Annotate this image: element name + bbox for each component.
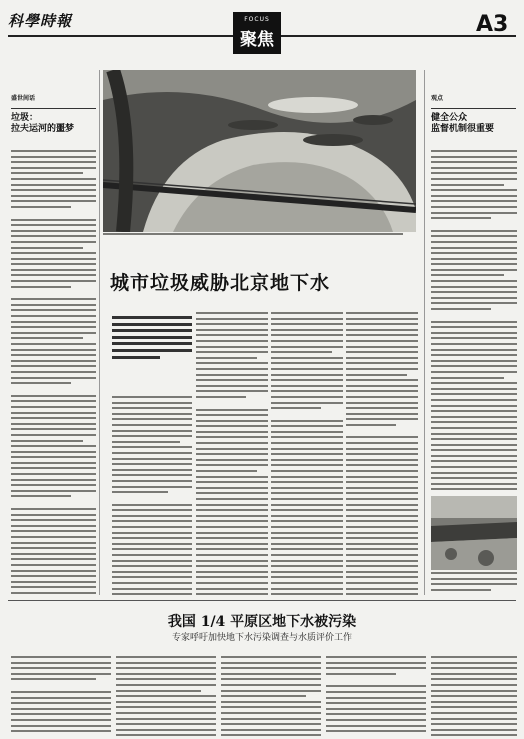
main-photo [103, 70, 416, 232]
lead-box [112, 316, 192, 376]
focus-badge [233, 12, 281, 54]
main-headline: 城市垃圾威胁北京地下水 [110, 272, 331, 294]
bottom-story-rule [8, 600, 516, 601]
right-article-title: 健全公众 监督机制很重要 [431, 113, 495, 134]
river-landscape-photo-icon [103, 70, 416, 232]
main-article-col-0 [112, 396, 192, 595]
right-section-label: 观点 [431, 95, 444, 102]
right-section-rule [431, 108, 516, 109]
bottom-article-col-2 [116, 656, 216, 736]
left-article-body [11, 150, 96, 595]
landfill-photo-icon [431, 496, 517, 570]
bottom-article-col-1 [11, 656, 111, 736]
side-photo-caption [431, 572, 517, 598]
photo-caption [103, 233, 416, 239]
column-divider [424, 70, 425, 595]
left-article-title: 垃圾： 拉夫运河的噩梦 [11, 113, 75, 134]
bottom-article-col-4 [326, 656, 426, 736]
right-article-body [431, 150, 517, 490]
page-number: A3 [476, 12, 509, 37]
main-article-col-2 [271, 312, 343, 595]
bottom-article-col-5 [431, 656, 517, 736]
side-photo [431, 496, 517, 570]
left-section-rule [11, 108, 96, 109]
masthead: 科學時報 [8, 12, 73, 30]
bottom-article-col-3 [221, 656, 321, 736]
bottom-subhead: 专家呼吁加快地下水污染调查与水质评价工作 [171, 633, 352, 643]
focus-label-en: FOCUS [244, 16, 270, 23]
main-article-col-1 [196, 312, 268, 595]
focus-label-cn: 聚焦 [240, 30, 274, 50]
column-divider [99, 70, 100, 595]
main-article-col-3 [346, 312, 418, 595]
bottom-headline: 我国 1/4 平原区地下水被污染 [167, 614, 357, 630]
left-section-label: 盛世间话 [11, 95, 36, 102]
